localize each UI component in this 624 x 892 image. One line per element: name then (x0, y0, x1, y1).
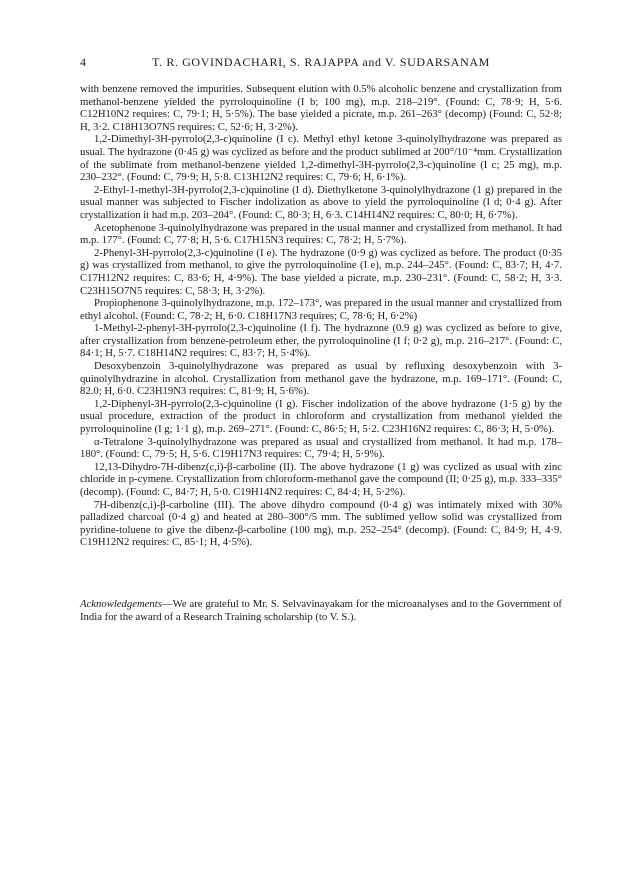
paragraph: with benzene removed the impurities. Subsequent elution with 0.5% alcoholic benzene and crystallization from methanol-benzene yielded the pyrroloquinoline (I b; 100 mg), m.p. 218–219°. (Found: C, 78·9; H, 5·6. C12H10N2 requires: C, 79·1; H, 5·5%). The base yielded a picrate, m.p. 261–263° (decomp) (Found: C, 52·8; H, 3·2. C18H13O7N5 requires: C, 52·6; H, 3·2%). (80, 83, 562, 133)
running-head: T. R. GOVINDACHARI, S. RAJAPPA and V. SUDARSANAM (152, 55, 490, 69)
paragraph: Desoxybenzoin 3-quinolylhydrazone was prepared as usual by refluxing desoxybenzoin with 3-quinolylhydrazine in alcohol. Crystallization from methanol gave the hydrazone, m.p. 169–171°. (Found: C, 82.0; H, 6·0. C23H19N3 requires: C, 81·9; H, 5·6%). (80, 360, 562, 398)
paragraph: 2-Ethyl-1-methyl-3H-pyrrolo(2,3-c)quinoline (I d). Diethylketone 3-quinolylhydrazone (1 g) prepared in the usual manner was subjected to Fischer indolization as above to yield the pyrroloquinoline (I d; 0·4 g). After crystallization it had m.p. 203–204°. (Found: C, 80·3; H, 6·3. C14H14N2 requires: C, 80·0; H, 6·7%). (80, 183, 562, 221)
paragraph: α-Tetralone 3-quinolylhydrazone was prepared as usual and crystallized from methanol. It had m.p. 178–180°. (Found: C, 79·5; H, 5·6. C19H17N3 requires: C, 79·4; H, 5·9%). (80, 435, 562, 461)
acknowledgements-text: —We are grateful to Mr. S. Selvavinayakam for the microanalyses and to the Government of India for the award of a Research Training scholarship (to V. S.). (80, 598, 562, 623)
paragraph: 1,2-Dimethyl-3H-pyrrolo(2,3-c)quinoline (I c). Methyl ethyl ketone 3-quinolylhydrazone was prepared as usual. The hydrazone (0·45 g) was cyclized as before and the product sublimed at 200°/10⁻⁴mm. Crystallization of the sublimate from methanol-benzene yielded 1,2-dimethyl-3H-pyrrolo(2,3-c)quinoline (I c; 25 mg), m.p. 230–232°. (Found: C, 79·9; H, 5·8. C13H12N2 requires: C, 79·6; H, 6·1%). (80, 133, 562, 184)
experimental-text (80, 83, 562, 549)
paragraph: 12,13-Dihydro-7H-dibenz(c,i)-β-carboline (II). The above hydrazone (1 g) was cyclized as usual with zinc chloride in p-cymene. Crystallization from chloroform-methanol gave the compound (II; 0·25 g), m.p. 333–335° (decomp). (Found: C, 84·7; H, 5·0. C19H14N2 requires: C, 84·4; H, 5·2%). (80, 460, 562, 498)
page-header (80, 55, 562, 75)
paragraph: Acetophenone 3-quinolylhydrazone was prepared in the usual manner and crystallized from methanol. It had m.p. 177°. (Found: C, 77·8; H, 5·6. C17H15N3 requires: C, 78·2; H, 5·7%). (80, 221, 562, 247)
paragraph: 1,2-Diphenyl-3H-pyrrolo(2,3-c)quinoline (I g). Fischer indolization of the above hydrazone (1·5 g) by the usual procedure, extraction of the product in chloroform and crystallization from methanol yielded the pyrroloquinoline (I g; 1·1 g), m.p. 269–271°. (Found: C, 86·5; H, 5·2. C23H16N2 requires: C, 86·3; H, 5·0%). (80, 397, 562, 436)
paragraph: 7H-dibenz(c,i)-β-carboline (III). The above dihydro compound (0·4 g) was intimately mixed with 30% palladized charcoal (0·4 g) and heated at 280–300°/5 mm. The sublimed yellow solid was crystallized from pyridine-toluene to give the dibenz-β-carboline (100 mg), m.p. 252–254° (decomp). (Found: C, 84·9; H, 4·9. C19H12N2 requires: C, 85·1; H, 4·5%). (80, 498, 562, 549)
paragraph: 1-Methyl-2-phenyl-3H-pyrrolo(2,3-c)quinoline (I f). The hydrazone (0.9 g) was cyclized as before to give, after crystallization from benzene-petroleum ether, the pyrroloquinoline (I f; 0·2 g), m.p. 216–217°. (Found: C, 84·1; H, 5·7. C18H14N2 requires: C, 83·7; H, 5·4%). (80, 322, 562, 360)
paragraph: 2-Phenyl-3H-pyrrolo(2,3-c)quinoline (I e). The hydrazone (0·9 g) was cyclized as before. The product (0·35 g) was crystallized from methanol, to give the pyrroloquinoline (I e), m.p. 244–245°. (Found: C, 83·7; H, 4·7. C17H12N2 requires: C, 83·6; H, 4·9%). The base yielded a picrate, m.p. 230–231°. (Found: C, 58·2; H, 3·3. C23H15O7N5 requires: C, 58·3; H, 3·2%). (80, 246, 562, 297)
page-number: 4 (80, 55, 86, 69)
acknowledgements (80, 598, 562, 623)
acknowledgements-heading: Acknowledgements (80, 598, 162, 610)
paragraph: Propiophenone 3-quinolylhydrazone, m.p. 172–173°, was prepared in the usual manner and crystallized from ethyl alcohol. (Found: C, 78·2; H, 6·0. C18H17N3 requires; C, 78·6; H, 6·2%) (80, 297, 562, 322)
